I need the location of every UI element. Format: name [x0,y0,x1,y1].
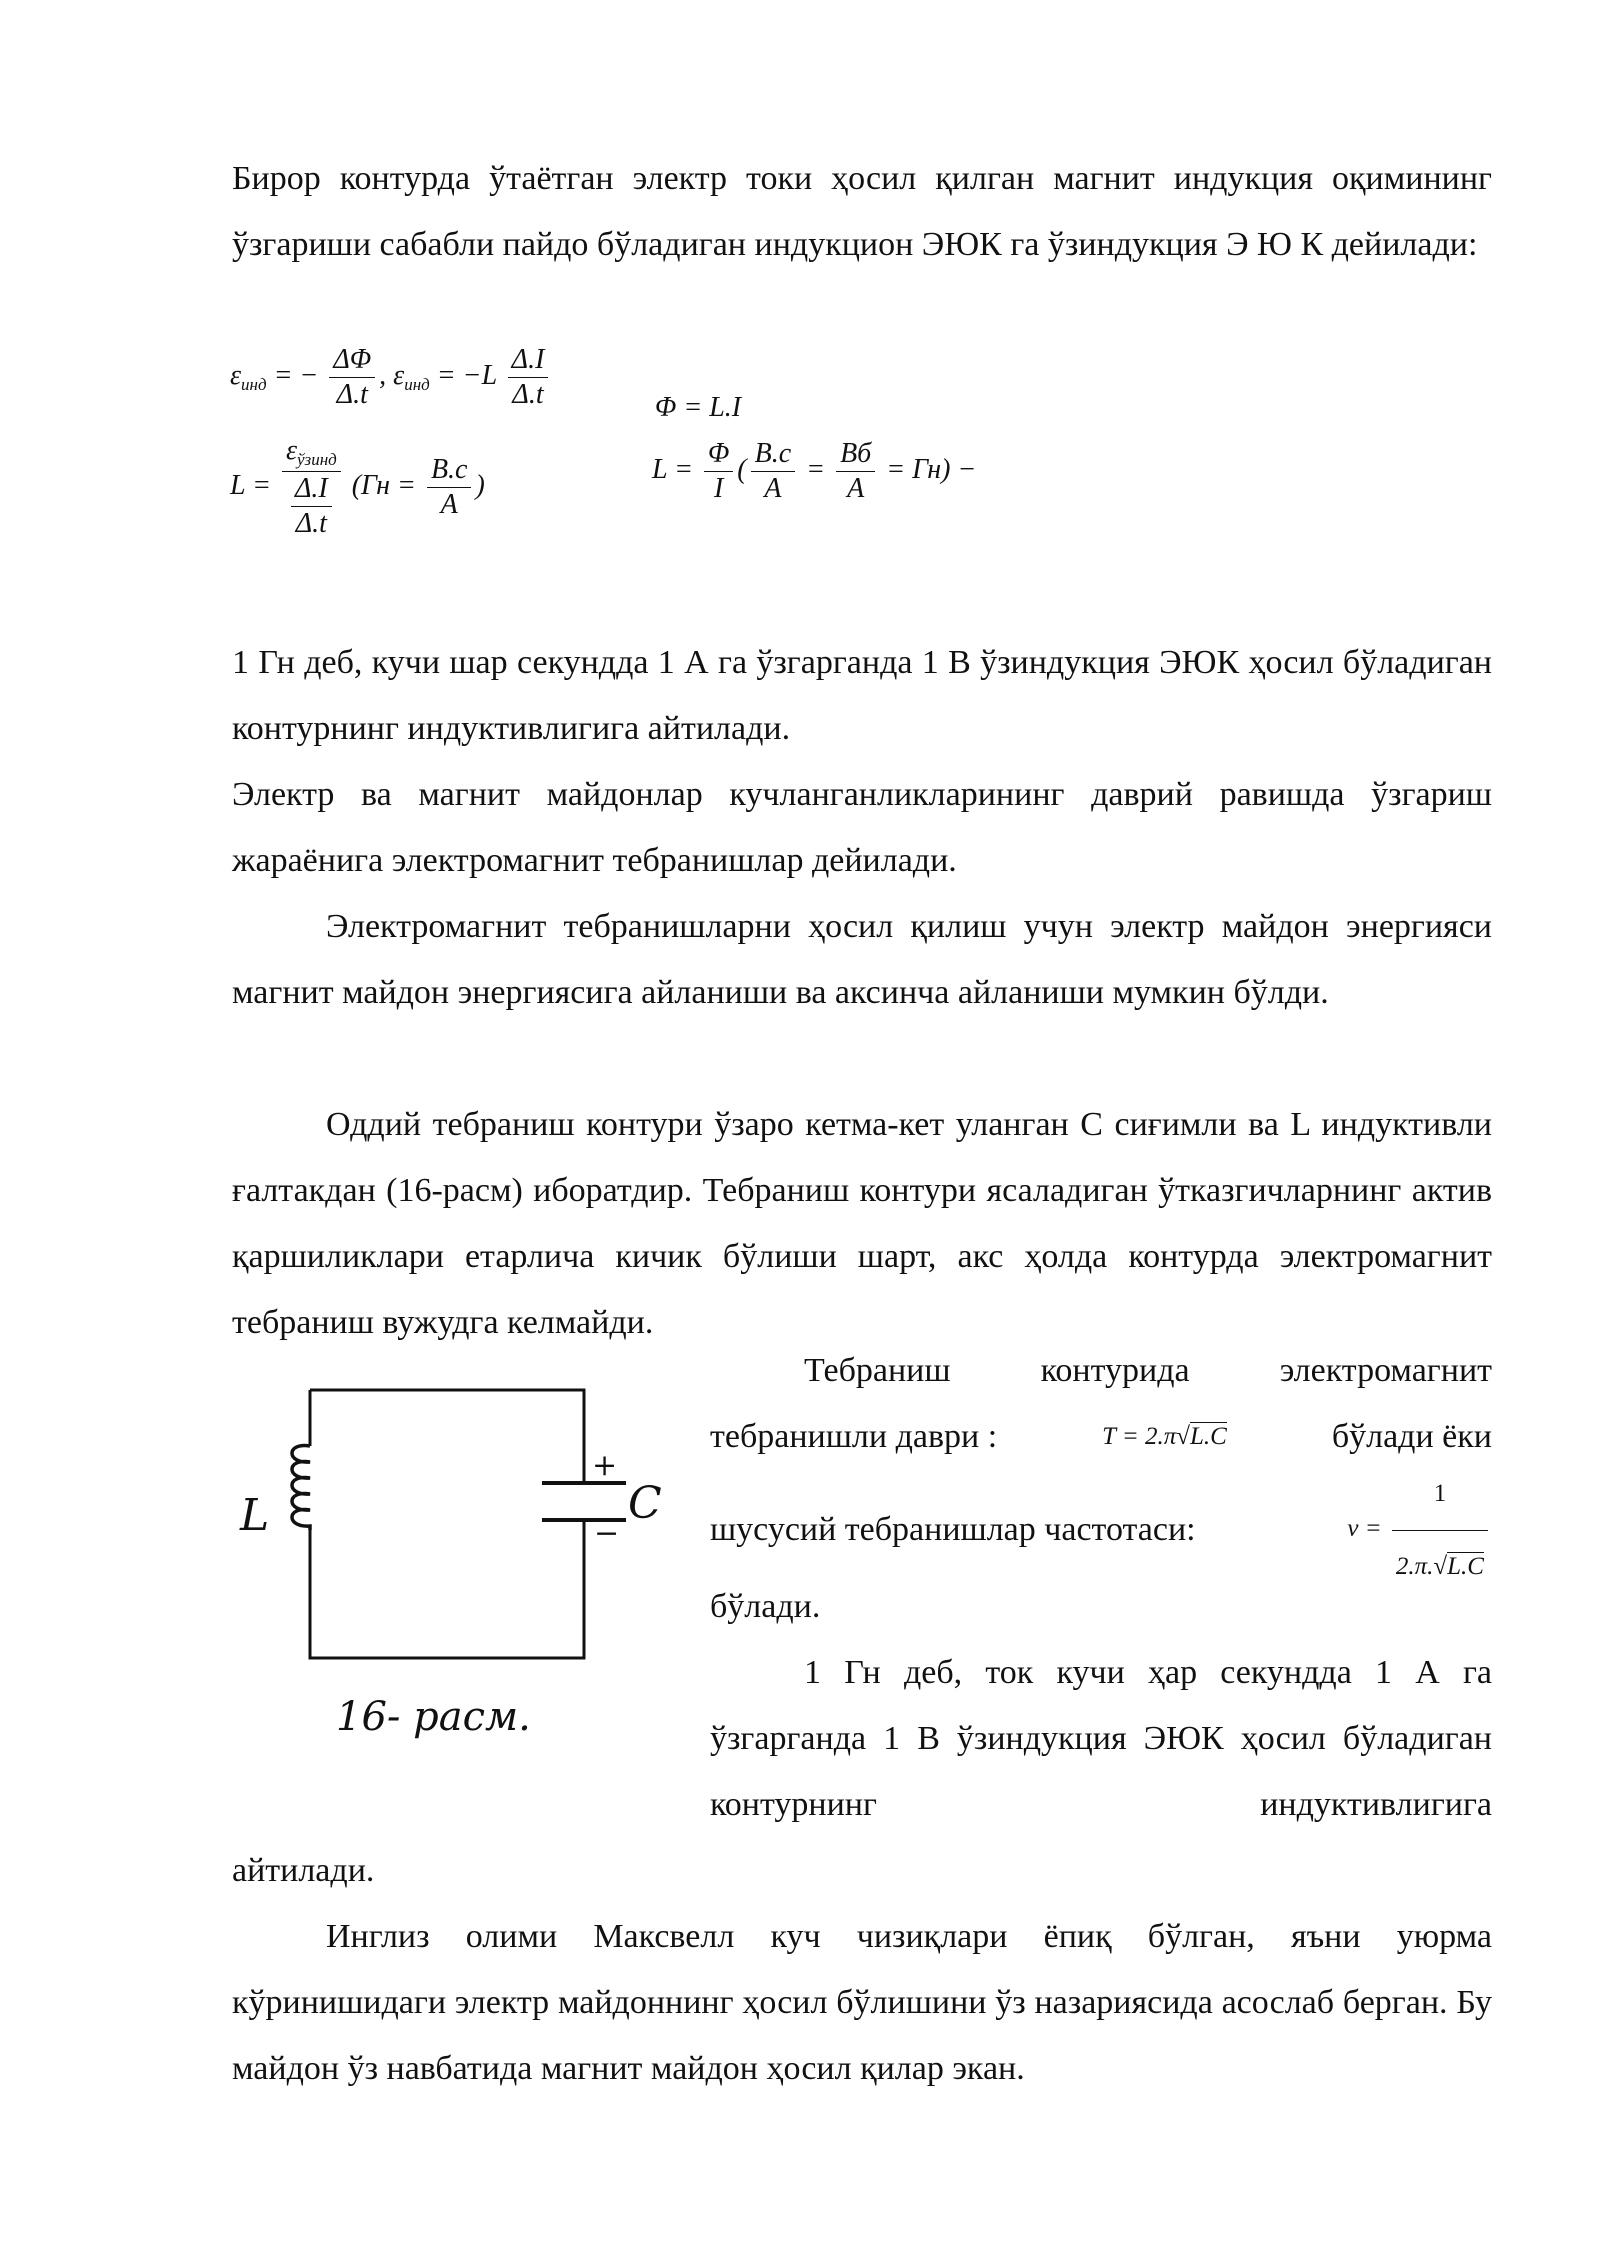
lc-circuit-figure [232,1370,632,1710]
inductor-coil-icon [292,1446,310,1530]
formula-frequency: ν = $\frac{1}{2.\pi.√L.C}$ [1347,1461,1492,1600]
formula-induction-emf: $\varepsilon_{инд}$ = − $\frac{\Delta\Phi}{\Delta.t}$ , $\varepsilon_{инд} = -L$ $\frac{\Delta.I}{\Delta.t}$ [230,346,552,409]
text-said: айтилади. [232,1852,375,1889]
formula-period: T = 2.π√L.C [1102,1423,1227,1450]
circuit-wire-bottom [310,1520,584,1658]
text-becomes: бўлади. [710,1588,821,1625]
text-henry-repeat: 1 Гн деб, ток кучи ҳар секундда 1 А га ўзгарганда 1 В ўзиндукция ЭЮК ҳосил бўладиган контурнинг индуктивлигига [710,1654,1492,1823]
figure-caption: 16- расм. [336,1694,531,1740]
capacitor-plus-sign: + [592,1448,618,1483]
paragraph-maxwell: Инглиз олими Максвелл куч чизиқлари ёпиқ бўлган, яъни уюрма кўринишидаги электр майдоннинг ҳосил бўлишини ўз назариясида асослаб берган. Бу майдон ўз навбатида магнит майдон ҳосил қилар экан. [232,1918,1492,2087]
paragraph-em-oscillations: Электр ва магнит майдонлар кучланганликларининг даврий равишда ўзгариш жараёнига электромагнит тебранишлар дейилади. [232,776,1492,879]
inductor-label: L [240,1490,270,1541]
capacitor-minus-sign: − [594,1516,620,1551]
formula-flux: Φ = L.I [655,392,742,423]
text-period-line: тебранишли даври : T = 2.π√L.C бўлади ёки [710,1404,1492,1470]
text-frequency-line: шусусий тебранишлар частотаси: ν = $\frac{1}{2.\pi.√L.C}$ [710,1490,1492,1570]
formula-inductance: L = $\frac{\varepsilon_{ўзинд}}{\frac{\Delta.I}{\Delta.t}}$ (Гн = $\frac{B.c}{A}$ ) [230,435,485,539]
text-period-intro: Тебраниш контурида электромагнит [804,1352,1492,1389]
formula-inductance-units: L = $\frac{\Phi}{I}$ ( $\frac{B.c}{A}$ = $\frac{Вб}{A}$ = Гн) − [652,438,977,504]
paragraph-henry-definition: 1 Гн деб, кучи шар секундда 1 А га ўзгарганда 1 В ўзиндукция ЭЮК ҳосил бўладиган контурнинг индуктивлигига айтилади. [232,644,1492,747]
paragraph-energy-conversion: Электромагнит тебранишларни ҳосил қилиш учун электр майдон энергияси магнит майдон энергиясига айланиши ва аксинча айланиши мумкин бўлди. [232,908,1492,1011]
paragraph-oscillating-circuit: Оддий тебраниш контури ўзаро кетма-кет уланган С сиғимли ва L индуктивли ғалтакдан (16-расм) иборатдир. Тебраниш контури ясаладиган ўтказгичларнинг актив қаршиликлари етарлича кичик бўлиши шарт, акс ҳолда контурда электромагнит тебраниш вужудга келмайди. [232,1106,1492,1341]
paragraph-self-induction-definition: Бирор контурда ўтаётган электр токи ҳосил қилган магнит индукция оқимининг ўзгариши сабабли пайдо бўладиган индукцион ЭЮК га ўзиндукция Э Ю К дейилади: [232,160,1492,263]
capacitor-label: C [628,1478,662,1529]
circuit-wire-top [310,1390,584,1483]
